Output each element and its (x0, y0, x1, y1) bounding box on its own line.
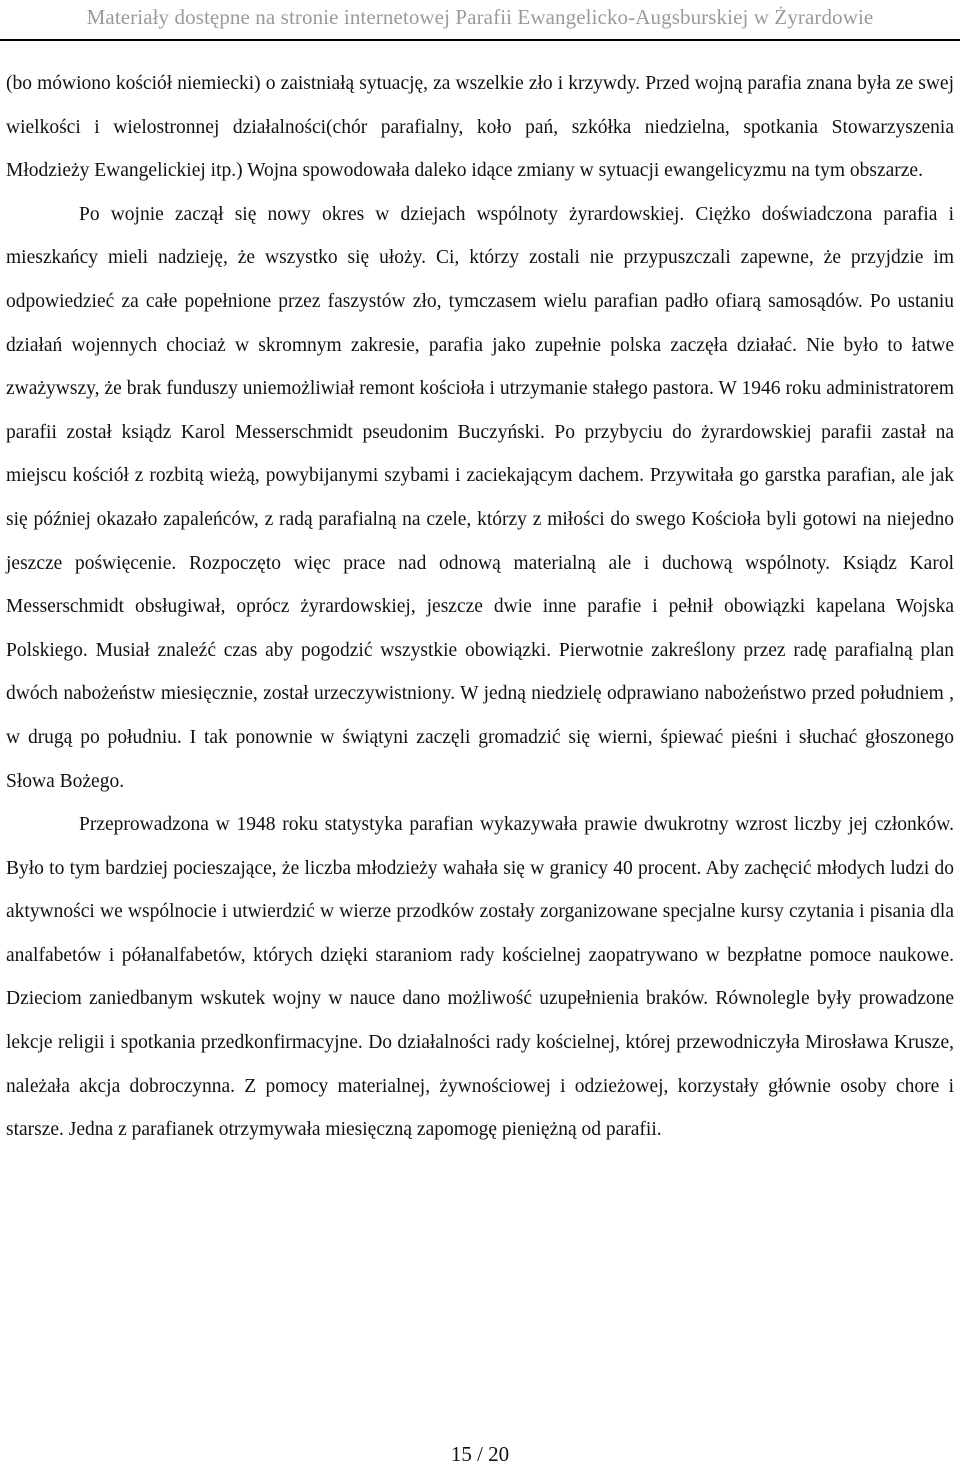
header-text: Materiały dostępne na stronie internetowej Parafii Ewangelicko-Augsburskiej w Żyrardowie (86, 5, 874, 29)
page-header (0, 0, 960, 34)
paragraph-1: (bo mówiono kościół niemiecki) o zaistniałą sytuację, za wszelkie zło i krzywdy. Przed wojną parafia znana była ze swej wielkości i wielostronnej działalności(chór parafialny, koło pań, szkółka niedzielna, spotkania Stowarzyszenia Młodzieży Ewangelickiej itp.) Wojna spowodowała daleko idące zmiany w sytuacji ewangelicyzmu na tym obszarze. (6, 73, 954, 182)
header-divider (0, 39, 960, 41)
page-number (0, 1440, 960, 1468)
page-number-text: 15 / 20 (450, 1442, 510, 1466)
paragraph-3: Przeprowadzona w 1948 roku statystyka parafian wykazywała prawie dwukrotny wzrost liczby jej członków. Było to tym bardziej pocieszające, że liczba młodzieży wahała się w granicy 40 procent. Aby zachęcić młodych ludzi do aktywności we wspólnocie i utwierdzić w wierze przodków zostały zorganizowane specjalne kursy czytania i pisania dla analfabetów i półanalfabetów, których dzięki staraniom rady kościelnej zaopatrywano w bezpłatne pomoce naukowe. Dzieciom zaniedbanym wskutek wojny w nauce dano możliwość uzupełnienia braków. Równolegle były prowadzone lekcje religii i spotkania przedkonfirmacyjne. Do działalności rady kościelnej, której przewodniczyła Mirosława Krusze, należała akcja dobroczynna. Z pomocy materialnej, żywnościowej i odzieżowej, korzystały głównie osoby chore i starsze. Jedna z parafianek otrzymywała miesięczną zapomogę pieniężną od parafii. (6, 814, 954, 1141)
paragraph-2: Po wojnie zaczął się nowy okres w dziejach wspólnoty żyrardowskiej. Ciężko doświadczona parafia i mieszkańcy mieli nadzieję, że wszystko się ułoży. Ci, którzy zostali nie przypuszczali zapewne, że przyjdzie im odpowiedzieć za całe popełnione przez faszystów zło, tymczasem wielu parafian padło ofiarą samosądów. Po ustaniu działań wojennych chociaż w skromnym zakresie, parafia jako zupełnie polska zaczęła działać. Nie było to łatwe zważywszy, że brak funduszy uniemożliwiał remont kościoła i utrzymanie stałego pastora. W 1946 roku administratorem parafii został ksiądz Karol Messerschmidt pseudonim Buczyński. Po przybyciu do żyrardowskiej parafii zastał na miejscu kościół z rozbitą wieżą, powybijanymi szybami i zaciekającym dachem. Przywitała go garstka parafian, ale jak się później okazało zapaleńców, z radą parafialną na czele, którzy z miłości do swego Kościoła byli gotowi na niejedno jeszcze poświęcenie. Rozpoczęto więc prace nad odnową materialną ale i duchową wspólnoty. Ksiądz Karol Messerschmidt obsługiwał, oprócz żyrardowskiej, jeszcze dwie inne parafie i pełnił obowiązki kapelana Wojska Polskiego. Musiał znaleźć czas aby pogodzić wszystkie obowiązki. Pierwotnie zakreślony przez radę parafialną plan dwóch nabożeństw miesięcznie, został urzeczywistniony. W jedną niedzielę odprawiano nabożeństwo przed południem , w drugą po południu. I tak ponownie w świątyni zaczęli gromadzić się wierni, śpiewać pieśni i słuchać głoszonego Słowa Bożego. (6, 203, 954, 792)
document-body (6, 62, 954, 1152)
